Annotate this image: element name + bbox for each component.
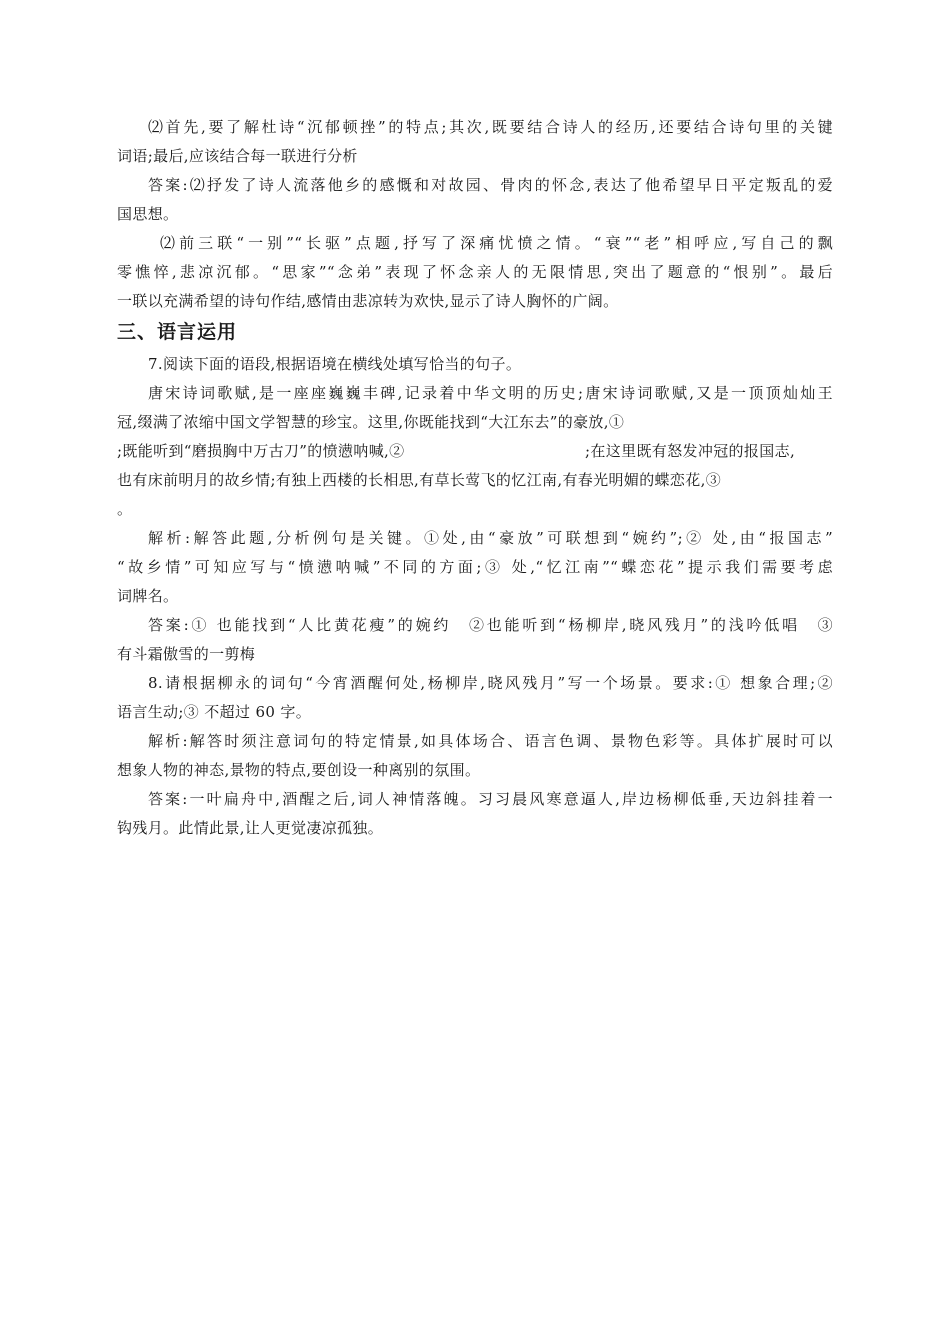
paragraph-line: ⑵首先,要了解杜诗“沉郁顿挫”的特点;其次,既要结合诗人的经历,还要结合诗句里的关键 [148,118,833,136]
analysis-line: 解析:解答时须注意词句的特定情景,如具体场合、语言色调、景物色彩等。具体扩展时可以 [148,732,833,750]
paragraph-line: ⑵前三联“一别”“长驱”点题,抒写了深痛忧愤之情。“衰”“老”相呼应,写自己的飘 [160,234,833,252]
paragraph-line: 词语;最后,应该结合每一联进行分析 [117,147,358,165]
paragraph-line: 零憔悴,悲凉沉郁。“思家”“念弟”表现了怀念亲人的无限情思,突出了题意的“恨别”。最后 [117,263,833,281]
answer-line: 国思想。 [117,205,179,223]
question-8: 8.请根据柳永的词句“今宵酒醒何处,杨柳岸,晓风残月”写一个场景。要求:① 想象合理;② [148,674,833,692]
analysis-line: 词牌名。 [117,587,179,605]
answer-line: 有斗霜傲雪的一剪梅 [117,645,256,663]
answer-line: 答案:① 也能找到“人比黄花瘦”的婉约 ②也能听到“杨柳岸,晓风残月”的浅吟低唱 ③ [148,616,833,634]
passage-line: 。 [117,500,133,518]
passage-line: 冠,缀满了浓缩中国文学智慧的珍宝。这里,你既能找到“大江东去”的豪放,① [117,413,625,431]
question-8: 语言生动;③ 不超过 60 字。 [117,703,312,721]
analysis-line: “故乡情”可知应写与“愤懑呐喊”不同的方面;③ 处,“忆江南”“蝶恋花”提示我们需要考虑 [117,558,833,576]
question-7: 7.阅读下面的语段,根据语境在横线处填写恰当的句子。 [148,355,522,373]
answer-line: 答案:⑵抒发了诗人流落他乡的感慨和对故园、骨肉的怀念,表达了他希望早日平定叛乱的爱 [148,176,833,194]
paragraph-line: 一联以充满希望的诗句作结,感情由悲凉转为欢快,显示了诗人胸怀的广阔。 [117,292,619,310]
answer-line: 答案:一叶扁舟中,酒醒之后,词人神情落魄。习习晨风寒意逼人,岸边杨柳低垂,天边斜挂着一 [148,790,833,808]
analysis-line: 解析:解答此题,分析例句是关键。①处,由“豪放”可联想到“婉约”;② 处,由“报国志” [148,529,833,547]
analysis-line: 想象人物的神态,景物的特点,要创设一种离别的氛围。 [117,761,481,779]
answer-line: 钩残月。此情此景,让人更觉凄凉孤独。 [117,819,384,837]
passage-line: ;既能听到“磨损胸中万古刀”的愤懑呐喊,② [117,442,405,460]
section-heading: 三、语言运用 [117,321,238,343]
passage-line: 也有床前明月的故乡情;有独上西楼的长相思,有草长莺飞的忆江南,有春光明媚的蝶恋花,③ [117,471,722,489]
passage-line: 唐宋诗词歌赋,是一座座巍巍丰碑,记录着中华文明的历史;唐宋诗词歌赋,又是一顶顶灿灿王 [148,384,833,402]
passage-line: ;在这里既有怒发冲冠的报国志, [585,442,796,460]
